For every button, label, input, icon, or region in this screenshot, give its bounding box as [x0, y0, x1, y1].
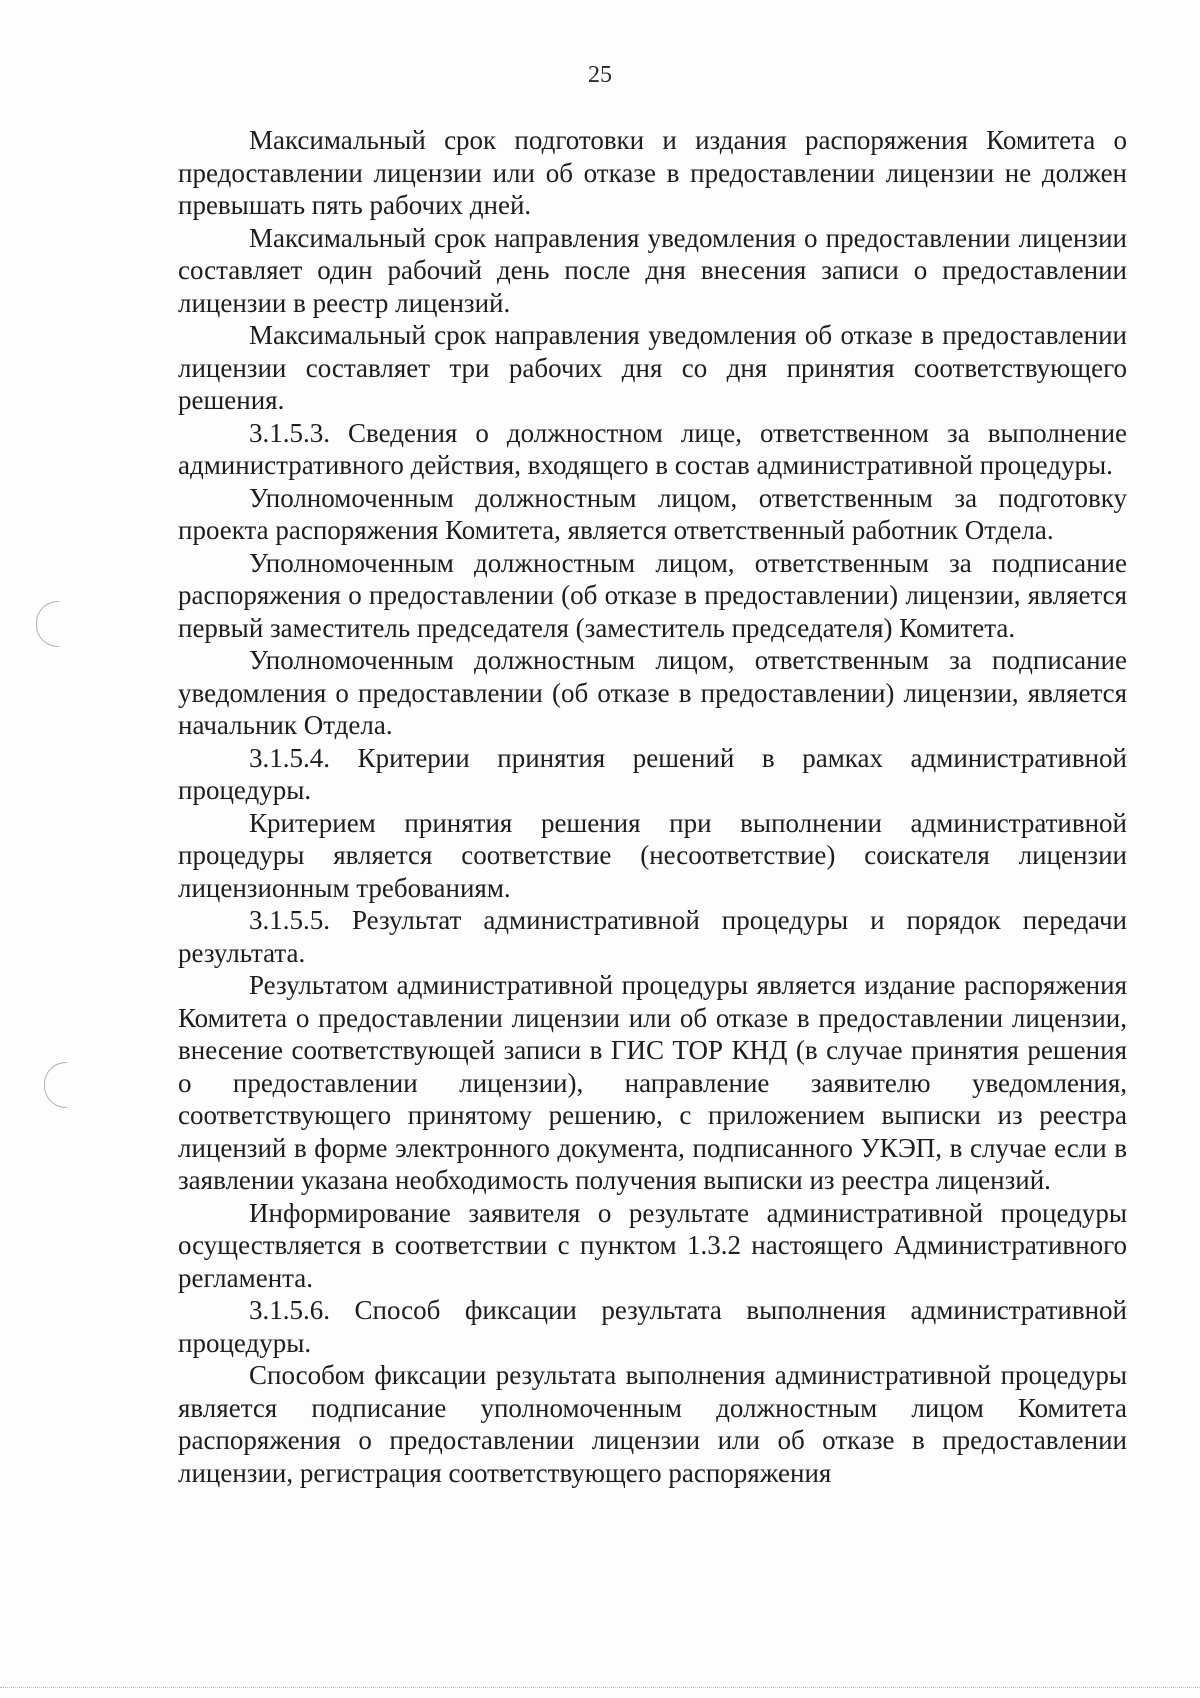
- paragraph-official-draft: Уполномоченным должностным лицом, ответственным за подготовку проекта распоряжения Комитета, является ответственный работник Отдела.: [178, 482, 1127, 545]
- binder-hole-mark: [44, 1062, 67, 1108]
- paragraph-official-sign-notice: Уполномоченным должностным лицом, ответственным за подписание уведомления о предоставлении (об отказе в предоставлении) лицензии, является начальник Отдела.: [178, 645, 1127, 740]
- paragraph-max-term-order: Максимальный срок подготовки и издания распоряжения Комитета о предоставлении лицензии или об отказе в предоставлении лицензии не должен превышать пять рабочих дней.: [178, 125, 1127, 220]
- paragraph-official-sign-order: Уполномоченным должностным лицом, ответственным за подписание распоряжения о предоставлении (об отказе в предоставлении) лицензии, является первый заместитель председателя (заместитель председателя) Комитета.: [178, 547, 1127, 643]
- paragraph-max-term-notice-refusal: Максимальный срок направления уведомления об отказе в предоставлении лицензии составляет три рабочих дня со дня принятия соответствующего решения.: [178, 320, 1127, 415]
- paragraph-applicant-informing: Информирование заявителя о результате административной процедуры осуществляется в соответствии с пунктом 1.3.2 настоящего Административного регламента.: [178, 1197, 1127, 1293]
- document-body: [178, 124, 1127, 1489]
- paragraph-procedure-result: Результатом административной процедуры является издание распоряжения Комитета о предоставлении лицензии или об отказе в предоставлении лицензии, внесение соответствующей записи в ГИС ТОР КНД (в случае принятия решения о предоставлении лицензии), направление заявителю уведомления, соответствующего принятому решению, с приложением выписки из реестра лицензий в форме электронного документа, подписанного УКЭП, в случае если в заявлении указана необходимость получения выписки из реестра лицензий.: [178, 970, 1127, 1195]
- page-number: 25: [588, 62, 612, 88]
- binder-hole-mark: [36, 601, 59, 647]
- paragraph-max-term-notice-grant: Максимальный срок направления уведомления о предоставлении лицензии составляет один рабочий день после дня внесения записи о предоставлении лицензии в реестр лицензий.: [178, 222, 1127, 318]
- section-heading-3-1-5-3: 3.1.5.3. Сведения о должностном лице, ответственном за выполнение административного действия, входящего в состав административной процедуры.: [178, 417, 1127, 480]
- section-heading-3-1-5-5: 3.1.5.5. Результат административной процедуры и порядок передачи результата.: [178, 905, 1127, 968]
- section-heading-3-1-5-4: 3.1.5.4. Критерии принятия решений в рамках административной процедуры.: [178, 742, 1127, 805]
- paragraph-result-recording: Способом фиксации результата выполнения административной процедуры является подписание уполномоченным должностным лицом Комитета распоряжения о предоставлении лицензии или об отказе в предоставлении лицензии, регистрация соответствующего распоряжения: [178, 1360, 1127, 1488]
- scan-edge-line: [0, 1687, 1200, 1688]
- paragraph-decision-criterion: Критерием принятия решения при выполнении административной процедуры является соответствие (несоответствие) соискателя лицензии лицензионным требованиям.: [178, 807, 1127, 903]
- section-heading-3-1-5-6: 3.1.5.6. Способ фиксации результата выполнения административной процедуры.: [178, 1295, 1127, 1358]
